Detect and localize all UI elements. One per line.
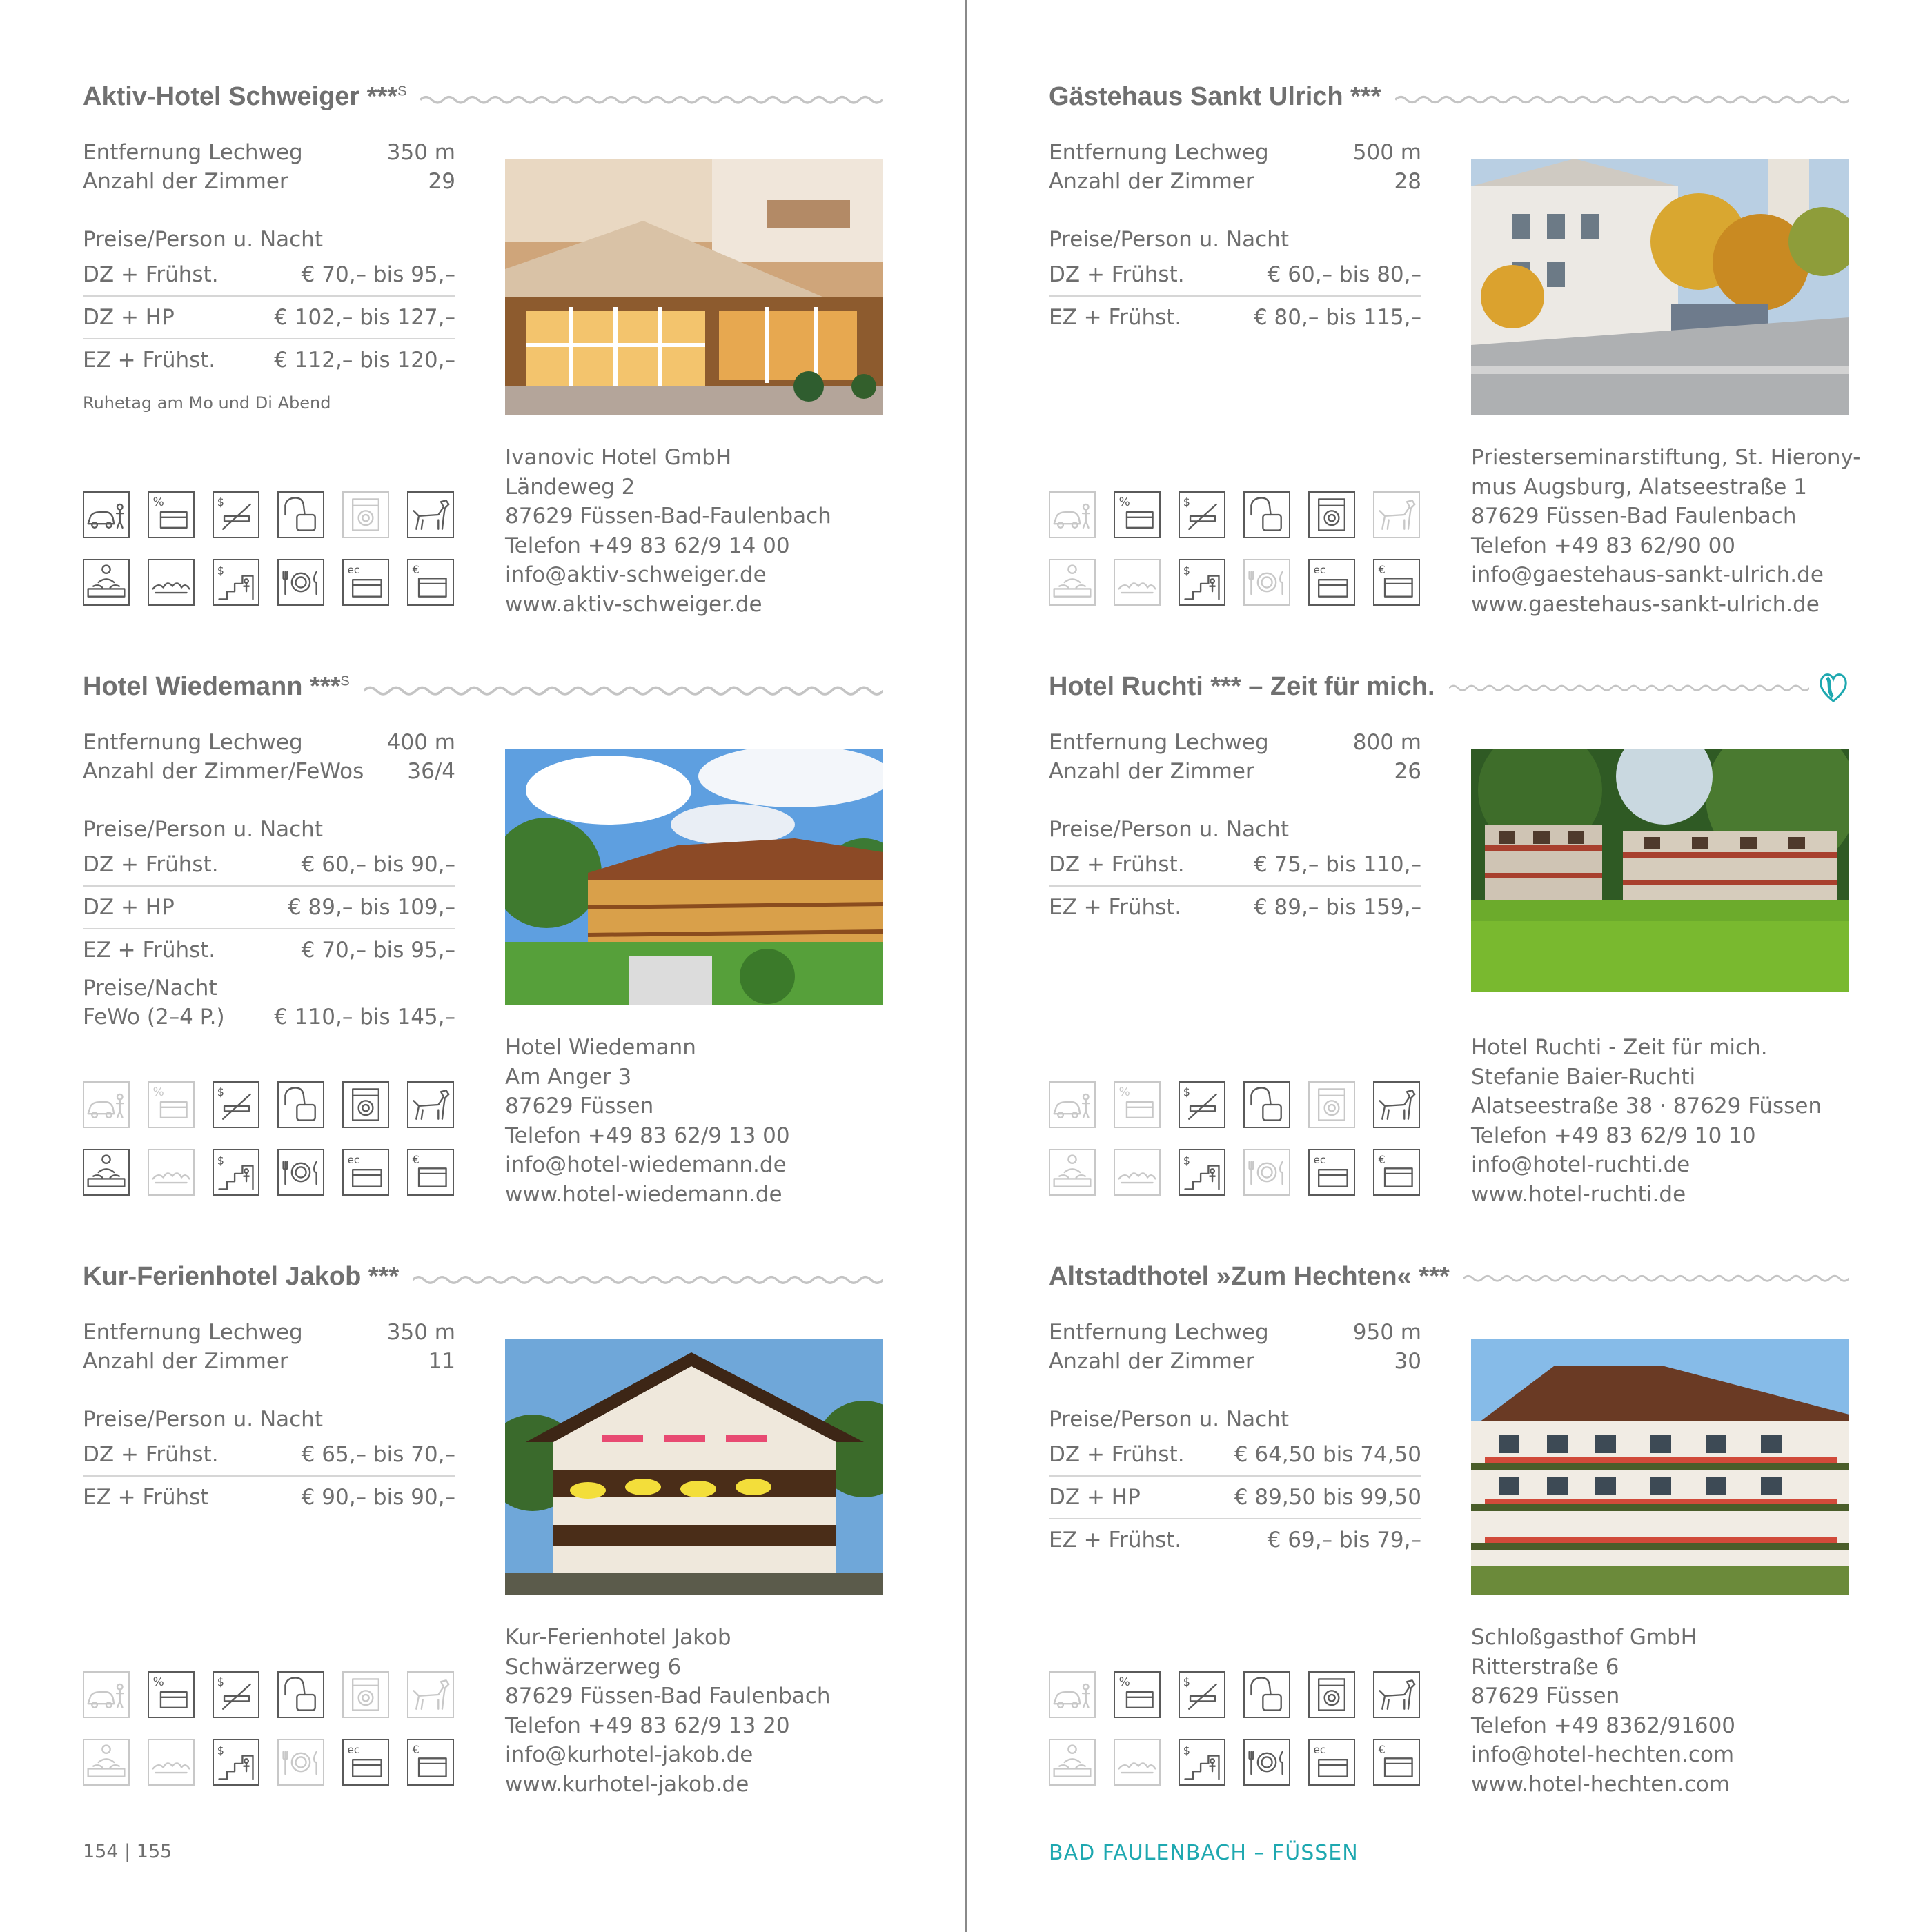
price-label: EZ + Frühst. bbox=[1049, 895, 1182, 920]
price-label: DZ + HP bbox=[83, 305, 175, 330]
contact-address bbox=[505, 1033, 790, 1209]
ec-card-icon bbox=[342, 559, 389, 606]
website-link[interactable]: www.hotel-wiedemann.de bbox=[505, 1181, 782, 1207]
prices-heading: Preise/Person u. Nacht bbox=[1049, 227, 1289, 252]
no-smoking-icon bbox=[1179, 1671, 1225, 1718]
price-label: EZ + Frühst. bbox=[83, 348, 216, 373]
price-row bbox=[83, 928, 455, 971]
hotel-facts bbox=[1049, 1318, 1421, 1561]
address-line: 87629 Füssen-Bad Faulenbach bbox=[1471, 504, 1797, 529]
prices-heading: Preise/Person u. Nacht bbox=[1049, 1407, 1289, 1432]
massage-icon bbox=[83, 1149, 130, 1196]
hotel-facts bbox=[1049, 728, 1421, 928]
prices-heading: Preise/Person u. Nacht bbox=[83, 1407, 323, 1432]
amenity-icons bbox=[83, 491, 455, 606]
hotel-header bbox=[1049, 659, 1849, 714]
rooms-value: 26 bbox=[1394, 759, 1421, 784]
amenity-icons bbox=[1049, 491, 1421, 606]
distance-label: Entfernung Lechweg bbox=[1049, 140, 1269, 165]
price-row bbox=[1049, 885, 1421, 928]
price-table bbox=[1049, 254, 1421, 338]
stairs-icon bbox=[1179, 559, 1225, 606]
price-label: DZ + Frühst. bbox=[1049, 1442, 1185, 1467]
price-table bbox=[83, 1434, 455, 1518]
sauna-icon bbox=[148, 1149, 195, 1196]
hotel-name bbox=[83, 672, 350, 702]
svg-text:%: % bbox=[1118, 494, 1130, 509]
price-value: € 60,– bis 90,– bbox=[301, 852, 455, 877]
price-label: EZ + Frühst bbox=[83, 1485, 209, 1510]
distance-label: Entfernung Lechweg bbox=[83, 730, 303, 755]
hotel-name-text: Altstadthotel »Zum Hechten« *** bbox=[1049, 1261, 1450, 1291]
price-row bbox=[1049, 1434, 1421, 1475]
price-row bbox=[83, 295, 455, 338]
price-value: € 112,– bis 120,– bbox=[274, 348, 455, 373]
svg-text:%: % bbox=[152, 494, 164, 509]
rooms-label: Anzahl der Zimmer bbox=[1049, 1349, 1254, 1374]
stairs-icon bbox=[213, 1739, 259, 1786]
svg-text:$: $ bbox=[217, 1085, 224, 1098]
price-row bbox=[1049, 1518, 1421, 1561]
no-smoking-icon bbox=[213, 1671, 259, 1718]
amenity-icons bbox=[83, 1671, 455, 1786]
svg-text:$: $ bbox=[1183, 1154, 1190, 1167]
address-line: Telefon +49 83 62/9 13 20 bbox=[505, 1713, 790, 1738]
hotel-facts bbox=[83, 1318, 455, 1518]
alpine-hotel-photo bbox=[505, 749, 883, 1005]
percent-card-icon bbox=[1114, 491, 1161, 538]
washing-machine-icon bbox=[1308, 491, 1355, 538]
sauna-icon bbox=[1114, 1739, 1161, 1786]
price-value: € 80,– bis 115,– bbox=[1253, 305, 1421, 330]
guesthouse-photo bbox=[1471, 159, 1849, 415]
page-numbers: 154 | 155 bbox=[83, 1841, 172, 1862]
rooms-value: 36/4 bbox=[407, 759, 455, 784]
distance-label: Entfernung Lechweg bbox=[83, 1320, 303, 1345]
car-person-icon bbox=[83, 1671, 130, 1718]
price-row bbox=[83, 1475, 455, 1518]
price-label: DZ + Frühst. bbox=[83, 852, 219, 877]
address-line: 87629 Füssen bbox=[1471, 1684, 1620, 1708]
dog-icon bbox=[1373, 491, 1420, 538]
address-line: Am Anger 3 bbox=[505, 1064, 632, 1090]
address-line: Ländeweg 2 bbox=[505, 474, 635, 500]
svg-text:€: € bbox=[1378, 562, 1386, 576]
svg-text:%: % bbox=[152, 1674, 164, 1688]
dog-icon bbox=[407, 1671, 454, 1718]
euro-card-icon bbox=[407, 1149, 454, 1196]
address-line: Alatseestraße 38 · 87629 Füssen bbox=[1471, 1094, 1822, 1118]
rooms-value: 30 bbox=[1394, 1349, 1421, 1374]
hotel-name bbox=[1049, 1262, 1450, 1292]
hotel-card bbox=[83, 1249, 883, 1822]
website-link[interactable]: www.kurhotel-jakob.de bbox=[505, 1771, 749, 1797]
hotel-name bbox=[1049, 82, 1381, 112]
washing-machine-icon bbox=[1308, 1081, 1355, 1128]
no-smoking-icon bbox=[1179, 1081, 1225, 1128]
svg-text:€: € bbox=[412, 1742, 420, 1756]
svg-text:€: € bbox=[1378, 1152, 1386, 1166]
wave-divider bbox=[1463, 1272, 1849, 1281]
price-value: € 102,– bis 127,– bbox=[274, 305, 455, 330]
stairs-icon bbox=[1179, 1739, 1225, 1786]
hair-dryer-icon bbox=[277, 1081, 324, 1128]
hair-dryer-icon bbox=[277, 491, 324, 538]
euro-card-icon bbox=[1373, 559, 1420, 606]
rooms-label: Anzahl der Zimmer bbox=[83, 1349, 288, 1374]
price-row bbox=[1049, 1475, 1421, 1518]
address-line: mus Augsburg, Alatseestraße 1 bbox=[1471, 474, 1807, 500]
washing-machine-icon bbox=[342, 1671, 389, 1718]
dog-icon bbox=[407, 491, 454, 538]
car-person-icon bbox=[1049, 1081, 1096, 1128]
rooms-value: 28 bbox=[1394, 169, 1421, 194]
hotel-card bbox=[1049, 1249, 1849, 1822]
section-title: BAD FAULENBACH – FÜSSEN bbox=[1049, 1841, 1359, 1865]
address-line: 87629 Füssen bbox=[505, 1094, 654, 1118]
address-line: Telefon +49 83 62/9 10 10 bbox=[1471, 1123, 1756, 1148]
price-value: € 69,– bis 79,– bbox=[1267, 1528, 1421, 1552]
car-person-icon bbox=[83, 491, 130, 538]
distance-label: Entfernung Lechweg bbox=[1049, 730, 1269, 755]
hair-dryer-icon bbox=[1243, 1081, 1290, 1128]
ec-card-icon bbox=[1308, 559, 1355, 606]
address-line: 87629 Füssen-Bad-Faulenbach bbox=[505, 504, 831, 529]
ec-card-icon bbox=[342, 1149, 389, 1196]
stairs-icon bbox=[213, 1149, 259, 1196]
chalet-photo bbox=[505, 1339, 883, 1595]
amenity-icons bbox=[1049, 1081, 1421, 1196]
svg-text:€: € bbox=[1378, 1742, 1386, 1756]
contact-address bbox=[505, 1623, 830, 1799]
distance-value: 350 m bbox=[386, 140, 455, 165]
no-smoking-icon bbox=[1179, 491, 1225, 538]
sauna-icon bbox=[148, 559, 195, 606]
dog-icon bbox=[1373, 1671, 1420, 1718]
price-row bbox=[83, 1434, 455, 1475]
stars-superior: S bbox=[397, 83, 407, 99]
restaurant-icon bbox=[1243, 1149, 1290, 1196]
contact-address bbox=[505, 443, 831, 619]
address-line: 87629 Füssen-Bad Faulenbach bbox=[505, 1684, 831, 1708]
car-person-icon bbox=[1049, 1671, 1096, 1718]
price-value: € 65,– bis 70,– bbox=[301, 1442, 455, 1467]
stars-superior: S bbox=[340, 673, 350, 689]
price-label: DZ + Frühst. bbox=[1049, 262, 1185, 287]
svg-text:ec: ec bbox=[1313, 1743, 1326, 1756]
price-value: € 64,50 bis 74,50 bbox=[1234, 1442, 1421, 1467]
price-value: € 70,– bis 95,– bbox=[301, 938, 455, 963]
distance-value: 350 m bbox=[386, 1320, 455, 1345]
address-line: Stefanie Baier-Ruchti bbox=[1471, 1064, 1696, 1090]
address-line: Telefon +49 83 62/9 14 00 bbox=[505, 533, 790, 558]
address-line: Hotel Ruchti - Zeit für mich. bbox=[1471, 1035, 1768, 1060]
svg-text:€: € bbox=[412, 562, 420, 576]
svg-text:%: % bbox=[1118, 1084, 1130, 1098]
distance-value: 400 m bbox=[386, 730, 455, 755]
washing-machine-icon bbox=[342, 491, 389, 538]
massage-icon bbox=[83, 1739, 130, 1786]
svg-text:€: € bbox=[412, 1152, 420, 1166]
price-label: DZ + Frühst. bbox=[83, 1442, 219, 1467]
email-link[interactable]: info@hotel-ruchti.de bbox=[1471, 1152, 1690, 1177]
address-line: Telefon +49 83 62/90 00 bbox=[1471, 533, 1736, 558]
price-label: DZ + Frühst. bbox=[1049, 852, 1185, 877]
price-value: € 75,– bis 110,– bbox=[1253, 852, 1421, 877]
apartment-price bbox=[83, 974, 455, 1032]
heart-logo-icon bbox=[1817, 669, 1849, 704]
wave-divider bbox=[1395, 92, 1849, 101]
svg-text:ec: ec bbox=[1313, 1153, 1326, 1166]
restaurant-icon bbox=[1243, 559, 1290, 606]
hotel-name bbox=[83, 82, 406, 112]
restaurant-icon bbox=[277, 559, 324, 606]
email-link[interactable]: info@aktiv-schweiger.de bbox=[505, 562, 767, 587]
rooms-label: Anzahl der Zimmer bbox=[83, 169, 288, 194]
hair-dryer-icon bbox=[277, 1671, 324, 1718]
washing-machine-icon bbox=[342, 1081, 389, 1128]
svg-text:$: $ bbox=[1183, 495, 1190, 509]
prices-heading: Preise/Person u. Nacht bbox=[83, 817, 323, 842]
address-line: Hotel Wiedemann bbox=[505, 1035, 696, 1060]
euro-card-icon bbox=[1373, 1149, 1420, 1196]
hotel-name bbox=[83, 1262, 399, 1292]
address-line: Schloßgasthof GmbH bbox=[1471, 1625, 1697, 1650]
euro-card-icon bbox=[407, 1739, 454, 1786]
wave-divider bbox=[420, 92, 883, 101]
hotel-header bbox=[1049, 1249, 1849, 1304]
price-table bbox=[83, 844, 455, 971]
hotel-header bbox=[83, 1249, 883, 1304]
hotel-name-text: Kur-Ferienhotel Jakob *** bbox=[83, 1261, 400, 1291]
price-row bbox=[83, 844, 455, 885]
hotel-name-text: Hotel Ruchti *** – Zeit für mich. bbox=[1049, 671, 1435, 701]
prices-heading: Preise/Person u. Nacht bbox=[1049, 817, 1289, 842]
distance-label: Entfernung Lechweg bbox=[1049, 1320, 1269, 1345]
rest-day-note: Ruhetag am Mo und Di Abend bbox=[83, 393, 331, 413]
email-link[interactable]: info@kurhotel-jakob.de bbox=[505, 1742, 753, 1767]
price-label: DZ + Frühst. bbox=[83, 262, 219, 287]
massage-icon bbox=[1049, 1739, 1096, 1786]
svg-text:$: $ bbox=[1183, 564, 1190, 578]
ec-card-icon bbox=[1308, 1149, 1355, 1196]
hotel-card bbox=[1049, 69, 1861, 642]
hotel-name-text: Gästehaus Sankt Ulrich *** bbox=[1049, 81, 1381, 111]
contact-address bbox=[1471, 1623, 1735, 1799]
svg-text:$: $ bbox=[1183, 1744, 1190, 1757]
hotel-header bbox=[83, 659, 883, 714]
price-row bbox=[83, 885, 455, 928]
hotel-header bbox=[1049, 69, 1849, 124]
hotel-name-text: Hotel Wiedemann *** bbox=[83, 671, 341, 701]
apartment-type: FeWo (2–4 P.) bbox=[83, 1005, 225, 1029]
hotel-name-text: Aktiv-Hotel Schweiger *** bbox=[83, 81, 398, 111]
price-value: € 70,– bis 95,– bbox=[301, 262, 455, 287]
price-label: DZ + HP bbox=[83, 895, 175, 920]
old-town-hotel-photo bbox=[1471, 1339, 1849, 1595]
massage-icon bbox=[83, 559, 130, 606]
sauna-icon bbox=[148, 1739, 195, 1786]
prices-heading: Preise/Person u. Nacht bbox=[83, 227, 323, 252]
price-row bbox=[1049, 254, 1421, 295]
sauna-icon bbox=[1114, 559, 1161, 606]
address-line: Ritterstraße 6 bbox=[1471, 1654, 1619, 1679]
washing-machine-icon bbox=[1308, 1671, 1355, 1718]
price-table bbox=[1049, 844, 1421, 928]
price-label: DZ + HP bbox=[1049, 1485, 1141, 1510]
email-link[interactable]: info@gaestehaus-sankt-ulrich.de bbox=[1471, 562, 1824, 587]
hotel-facts bbox=[83, 138, 455, 413]
svg-text:$: $ bbox=[217, 1154, 224, 1167]
contact-address bbox=[1471, 443, 1860, 619]
svg-text:$: $ bbox=[1183, 1085, 1190, 1098]
no-smoking-icon bbox=[213, 491, 259, 538]
svg-text:$: $ bbox=[217, 1744, 224, 1757]
price-value: € 60,– bis 80,– bbox=[1267, 262, 1421, 287]
price-row bbox=[1049, 295, 1421, 338]
euro-card-icon bbox=[1373, 1739, 1420, 1786]
stairs-icon bbox=[1179, 1149, 1225, 1196]
price-value: € 89,– bis 109,– bbox=[287, 895, 455, 920]
restaurant-icon bbox=[277, 1739, 324, 1786]
svg-text:$: $ bbox=[1183, 1675, 1190, 1688]
massage-icon bbox=[1049, 559, 1096, 606]
email-link[interactable]: info@hotel-wiedemann.de bbox=[505, 1152, 787, 1177]
wave-divider bbox=[364, 682, 883, 691]
rooms-label: Anzahl der Zimmer bbox=[1049, 759, 1254, 784]
price-table bbox=[1049, 1434, 1421, 1561]
amenity-icons bbox=[83, 1081, 455, 1196]
price-label: EZ + Frühst. bbox=[83, 938, 216, 963]
rooms-label: Anzahl der Zimmer bbox=[1049, 169, 1254, 194]
address-line: Ivanovic Hotel GmbH bbox=[505, 445, 732, 470]
hotel-header bbox=[83, 69, 883, 124]
svg-text:ec: ec bbox=[347, 563, 360, 576]
massage-icon bbox=[1049, 1149, 1096, 1196]
svg-text:$: $ bbox=[217, 495, 224, 509]
price-value: € 89,– bis 159,– bbox=[1253, 895, 1421, 920]
dog-icon bbox=[407, 1081, 454, 1128]
percent-card-icon bbox=[148, 491, 195, 538]
restaurant-icon bbox=[1243, 1739, 1290, 1786]
price-row bbox=[1049, 844, 1421, 885]
restaurant-icon bbox=[277, 1149, 324, 1196]
address-line: Kur-Ferienhotel Jakob bbox=[505, 1625, 731, 1650]
page-divider bbox=[965, 0, 967, 1932]
car-person-icon bbox=[83, 1081, 130, 1128]
distance-value: 800 m bbox=[1352, 730, 1421, 755]
distance-value: 500 m bbox=[1352, 140, 1421, 165]
ec-card-icon bbox=[1308, 1739, 1355, 1786]
email-link[interactable]: info@hotel-hechten.com bbox=[1471, 1742, 1735, 1767]
no-smoking-icon bbox=[213, 1081, 259, 1128]
euro-card-icon bbox=[407, 559, 454, 606]
website-link[interactable]: www.hotel-hechten.com bbox=[1471, 1771, 1731, 1797]
percent-card-icon bbox=[1114, 1081, 1161, 1128]
address-line: Telefon +49 83 62/9 13 00 bbox=[505, 1123, 790, 1148]
price-value: € 90,– bis 90,– bbox=[301, 1485, 455, 1510]
website-link[interactable]: www.gaestehaus-sankt-ulrich.de bbox=[1471, 591, 1820, 617]
percent-card-icon bbox=[148, 1081, 195, 1128]
svg-text:%: % bbox=[152, 1084, 164, 1098]
address-line: Priesterseminarstiftung, St. Hierony- bbox=[1471, 445, 1861, 470]
hotel-entrance-photo bbox=[505, 159, 883, 415]
car-person-icon bbox=[1049, 491, 1096, 538]
hair-dryer-icon bbox=[1243, 491, 1290, 538]
meadow-hotel-photo bbox=[1471, 749, 1849, 992]
contact-address bbox=[1471, 1033, 1822, 1209]
rooms-value: 11 bbox=[428, 1349, 455, 1374]
price-label: EZ + Frühst. bbox=[1049, 1528, 1182, 1552]
hotel-facts bbox=[83, 728, 455, 1032]
svg-text:ec: ec bbox=[347, 1153, 360, 1166]
svg-text:%: % bbox=[1118, 1674, 1130, 1688]
hotel-name bbox=[1049, 672, 1435, 702]
website-link[interactable]: www.hotel-ruchti.de bbox=[1471, 1181, 1686, 1207]
hotel-facts bbox=[1049, 138, 1421, 338]
percent-card-icon bbox=[1114, 1671, 1161, 1718]
svg-text:ec: ec bbox=[347, 1743, 360, 1756]
price-row bbox=[83, 254, 455, 295]
address-line: Telefon +49 8362/91600 bbox=[1471, 1713, 1736, 1738]
amenity-icons bbox=[1049, 1671, 1421, 1786]
percent-card-icon bbox=[148, 1671, 195, 1718]
wave-divider bbox=[413, 1272, 883, 1281]
distance-value: 950 m bbox=[1352, 1320, 1421, 1345]
svg-text:$: $ bbox=[217, 1675, 224, 1688]
svg-text:$: $ bbox=[217, 564, 224, 578]
hotel-card bbox=[83, 659, 883, 1232]
price-value: € 89,50 bis 99,50 bbox=[1234, 1485, 1421, 1510]
stairs-icon bbox=[213, 559, 259, 606]
price-label: EZ + Frühst. bbox=[1049, 305, 1182, 330]
address-line: Schwärzerweg 6 bbox=[505, 1654, 682, 1679]
dog-icon bbox=[1373, 1081, 1420, 1128]
hair-dryer-icon bbox=[1243, 1671, 1290, 1718]
wave-divider bbox=[1449, 682, 1809, 691]
price-row bbox=[83, 338, 455, 381]
hotel-card bbox=[1049, 659, 1849, 1232]
apartment-price-label: Preise/Nacht bbox=[83, 976, 217, 1000]
rooms-label: Anzahl der Zimmer/FeWos bbox=[83, 759, 364, 784]
distance-label: Entfernung Lechweg bbox=[83, 140, 303, 165]
website-link[interactable]: www.aktiv-schweiger.de bbox=[505, 591, 762, 617]
price-table bbox=[83, 254, 455, 381]
hotel-card bbox=[83, 69, 883, 642]
sauna-icon bbox=[1114, 1149, 1161, 1196]
rooms-value: 29 bbox=[428, 169, 455, 194]
apartment-price-value: € 110,– bis 145,– bbox=[274, 1005, 455, 1029]
svg-text:ec: ec bbox=[1313, 563, 1326, 576]
ec-card-icon bbox=[342, 1739, 389, 1786]
